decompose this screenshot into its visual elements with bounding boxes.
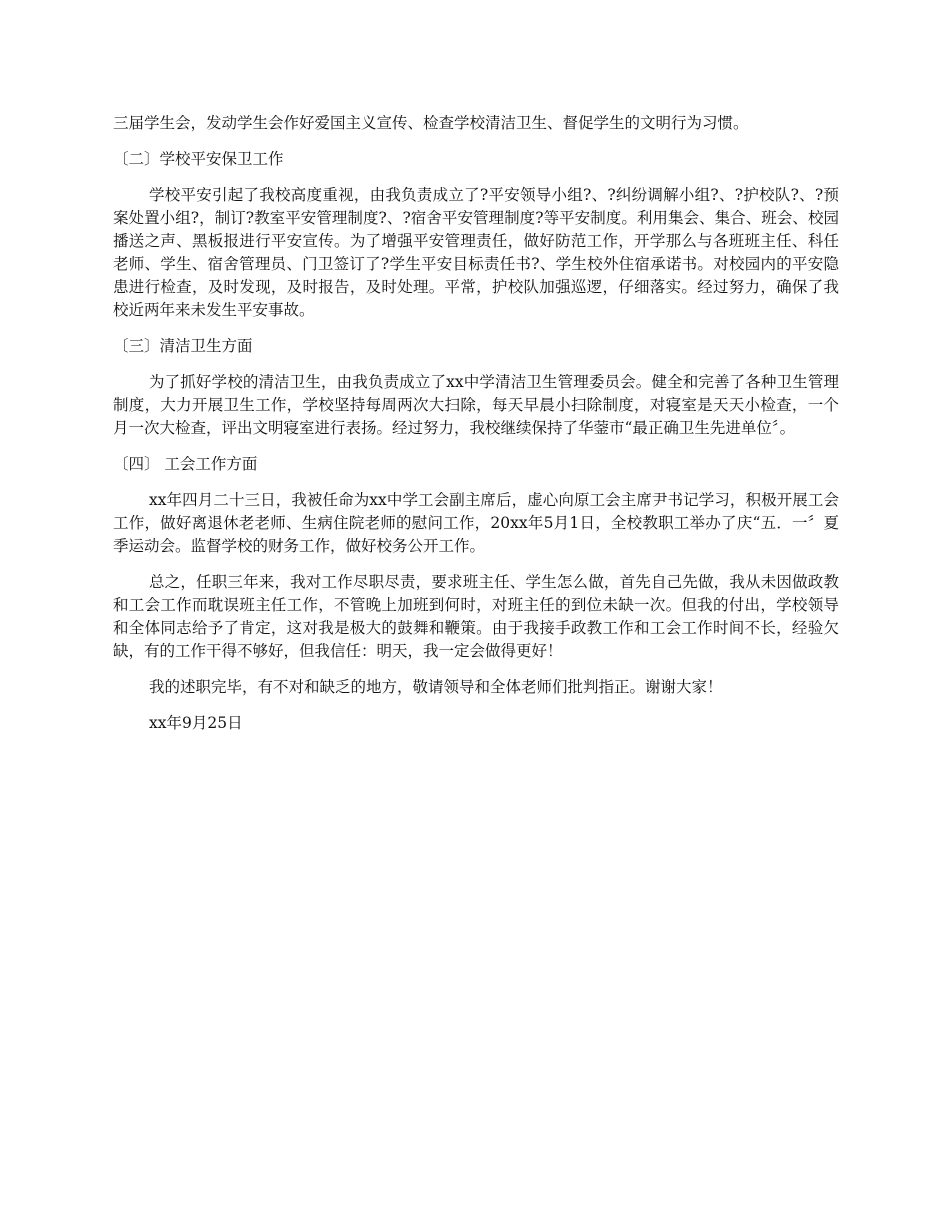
section-heading-union: 〔四〕 工会工作方面 xyxy=(113,455,258,473)
paragraph-summary: 总之，任职三年来，我对工作尽职尽责，要求班主任、学生怎么做，首先自己先做，我从未因做政教和工会工作而耽误班主任工作，不管晚上加班到何时，对班主任的到位未缺一次。但我的付出，学校领导和全体同志给予了肯定，这对我是极大的鼓舞和鞭策。由于我接手政教工作和工会工作时间不长，经验欠缺，有的工作干得不够好，但我信任：明天，我一定会做得更好！ xyxy=(113,573,839,660)
paragraph-hygiene: 为了抓好学校的清洁卫生，由我负责成立了xx中学清洁卫生管理委员会。健全和完善了各种卫生管理制度，大力开展卫生工作，学校坚持每周两次大扫除，每天早晨小扫除制度，对寝室是天天小检查，一个月一次大检查，评出文明寝室进行表扬。经过努力，我校继续保持了华蓥市“最正确卫生先进单位〞。 xyxy=(113,373,839,437)
section-heading-hygiene: 〔三〕清洁卫生方面 xyxy=(113,337,253,355)
document-date: xx年9月25日 xyxy=(149,714,243,732)
paragraph-union: xx年四月二十三日，我被任命为xx中学工会副主席后，虚心向原工会主席尹书记学习，积极开展工会工作，做好离退休老老师、生病住院老师的慰问工作，20xx年5月1日，全校教职工举办了庆“五．一〞夏季运动会。监督学校的财务工作，做好校务公开工作。 xyxy=(113,491,839,555)
paragraph-security: 学校平安引起了我校高度重视，由我负责成立了?平安领导小组?、?纠纷调解小组?、?护校队?、?预案处置小组?，制订?教室平安管理制度?、?宿舍平安管理制度?等平安制度。利用集会、集合、班会、校园播送之声、黑板报进行平安宣传。为了增强平安管理责任，做好防范工作，开学那么与各班班主任、科任老师、学生、宿舍管理员、门卫签订了?学生平安目标责任书?、学生校外住宿承诺书。对校园内的平安隐患进行检查，及时发现，及时报告，及时处理。平常，护校队加强巡逻，仔细落实。经过努力，确保了我校近两年来未发生平安事故。 xyxy=(113,186,839,319)
document-body xyxy=(113,112,839,735)
section-heading-security: 〔二〕学校平安保卫工作 xyxy=(113,150,284,168)
paragraph-continuation: 三届学生会，发动学生会作好爱国主义宣传、检查学校清洁卫生、督促学生的文明行为习惯。 xyxy=(113,114,749,132)
paragraph-closing: 我的述职完毕，有不对和缺乏的地方，敬请领导和全体老师们批判指正。谢谢大家！ xyxy=(149,678,723,696)
